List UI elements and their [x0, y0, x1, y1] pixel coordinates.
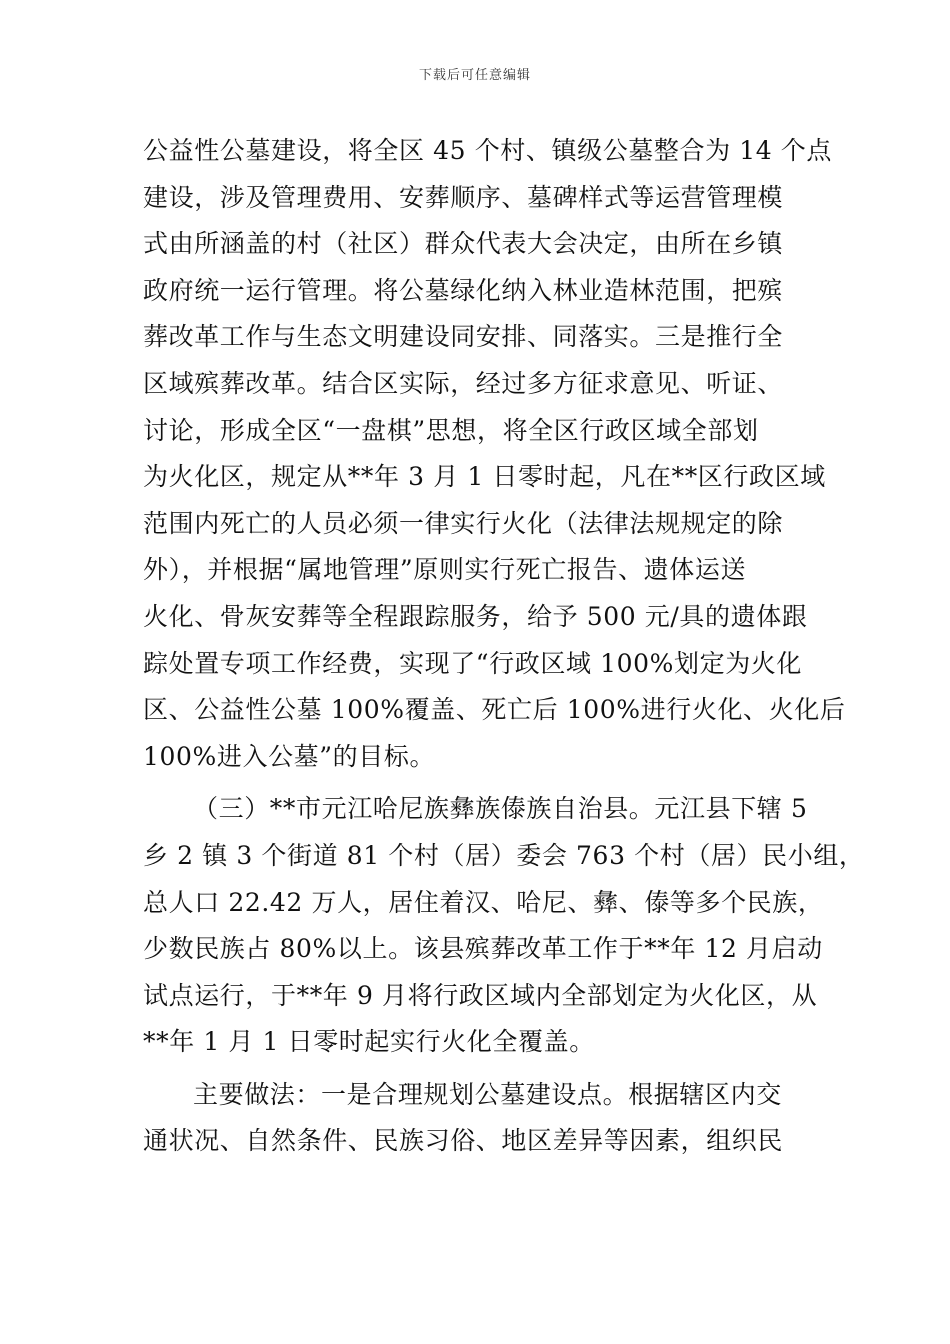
page-header: 下载后可任意编辑 — [418, 68, 531, 83]
paragraph-3 — [143, 1072, 811, 1165]
text-line: 踪处置专项工作经费，实现了“行政区域 100%划定为火化 — [143, 648, 803, 678]
text-line: 火化、骨灰安葬等全程跟踪服务，给予 500 元/具的遗体跟 — [143, 601, 808, 631]
text-line: 乡 2 镇 3 个街道 81 个村（居）委会 763 个村（居）民小组， — [143, 840, 865, 870]
text-line: 政府统一运行管理。将公墓绿化纳入林业造林范围，把殡 — [143, 275, 784, 305]
text-line: 外），并根据“属地管理”原则实行死亡报告、遗体运送 — [143, 555, 747, 585]
text-line: 主要做法：一是合理规划公墓建设点。根据辖区内交 — [193, 1079, 782, 1109]
text-line: 区、公益性公墓 100%覆盖、死亡后 100%进行火化、火化后 — [143, 695, 846, 725]
text-line: 范围内死亡的人员必须一律实行火化（法律法规规定的除 — [143, 508, 784, 538]
text-line: 少数民族占 80%以上。该县殡葬改革工作于**年 12 月启动 — [143, 934, 823, 964]
text-line: 建设，涉及管理费用、安葬顺序、墓碑样式等运营管理模 — [143, 182, 784, 212]
text-line: 葬改革工作与生态文明建设同安排、同落实。三是推行全 — [143, 322, 784, 352]
paragraph-2 — [143, 786, 865, 1066]
text-line: 讨论，形成全区“一盘棋”思想，将全区行政区域全部划 — [143, 415, 759, 445]
text-line: **年 1 月 1 日零时起实行火化全覆盖。 — [143, 1027, 595, 1057]
text-line: 式由所涵盖的村（社区）群众代表大会决定，由所在乡镇 — [143, 229, 784, 259]
text-line: 公益性公墓建设，将全区 45 个村、镇级公墓整合为 14 个点 — [143, 136, 833, 165]
text-line: 为火化区，规定从**年 3 月 1 日零时起，凡在**区行政区域 — [143, 462, 826, 492]
text-line: 100%进入公墓”的目标。 — [143, 741, 436, 771]
text-line: 总人口 22.42 万人，居住着汉、哈尼、彝、傣等多个民族， — [143, 887, 824, 917]
document-body — [143, 128, 865, 1165]
text-line: （三）**市元江哈尼族彝族傣族自治县。元江县下辖 5 — [193, 794, 808, 824]
text-line: 通状况、自然条件、民族习俗、地区差异等因素，组织民 — [143, 1126, 784, 1156]
text-line: 区域殡葬改革。结合区实际，经过多方征求意见、听证、 — [143, 368, 784, 398]
text-line: 试点运行，于**年 9 月将行政区域内全部划定为火化区，从 — [143, 980, 818, 1010]
paragraph-1 — [143, 128, 846, 780]
